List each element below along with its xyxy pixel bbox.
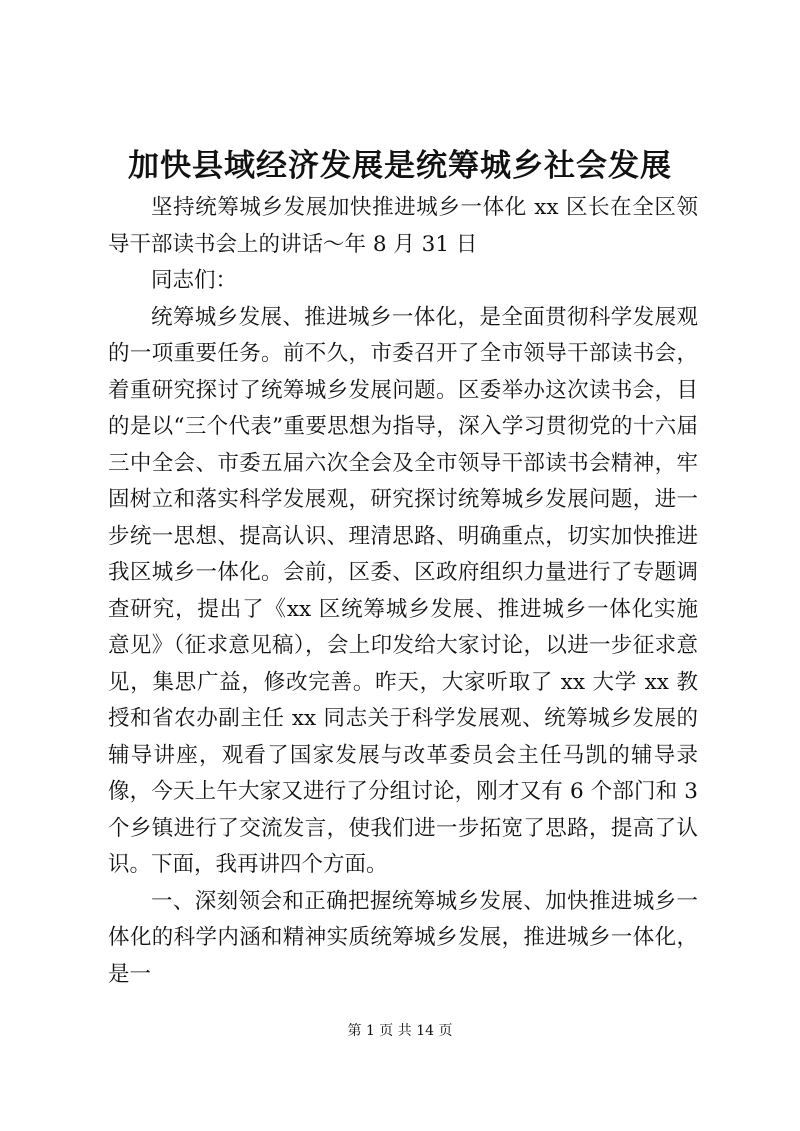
document-title: 加快县域经济发展是统筹城乡社会发展 [128, 148, 672, 184]
page-number-footer: 第 1 页 共 14 页 [347, 1023, 453, 1039]
paragraph-main: 统筹城乡发展、推进城乡一体化，是全面贯彻科学发展观的一项重要任务。前不久，市委召开了全市领导干部读书会，着重研究探讨了统筹城乡发展问题。区委举办这次读书会，目的是以“三个代表”重要思想为指导，深入学习贯彻党的十六届三中全会、市委五届六次全会及全市领导干部读书会精神，牢固树立和落实科学发展观，研究探讨统筹城乡发展问题，进一步统一思想、提高认识、理清思路、明确重点，切实加快推进我区城乡一体化。会前，区委、区政府组织力量进行了专题调查研究，提出了《xx 区统筹城乡发展、推进城乡一体化实施意见》（征求意见稿），会上印发给大家讨论，以进一步征求意见，集思广益，修改完善。昨天，大家听取了 xx 大学 xx 教授和省农办副主任 xx 同志关于科学发展观、统筹城乡发展的辅导讲座，观看了国家发展与改革委员会主任马凯的辅导录像，今天上午大家又进行了分组讨论，刚才又有 6 个部门和 3 个乡镇进行了交流发言，使我们进一步拓宽了思路，提高了认识。下面，我再讲四个方面。 [108, 304, 698, 877]
document-body [108, 190, 698, 993]
paragraph-section-one: 一、深刻领会和正确把握统筹城乡发展、加快推进城乡一体化的科学内涵和精神实质统筹城乡发展，推进城乡一体化，是一 [108, 888, 698, 987]
paragraph-salutation: 同志们： [151, 268, 238, 293]
paragraph-subtitle: 坚持统筹城乡发展加快推进城乡一体化 xx 区长在全区领导干部读书会上的讲话～年 8 月 31 日 [108, 195, 698, 257]
